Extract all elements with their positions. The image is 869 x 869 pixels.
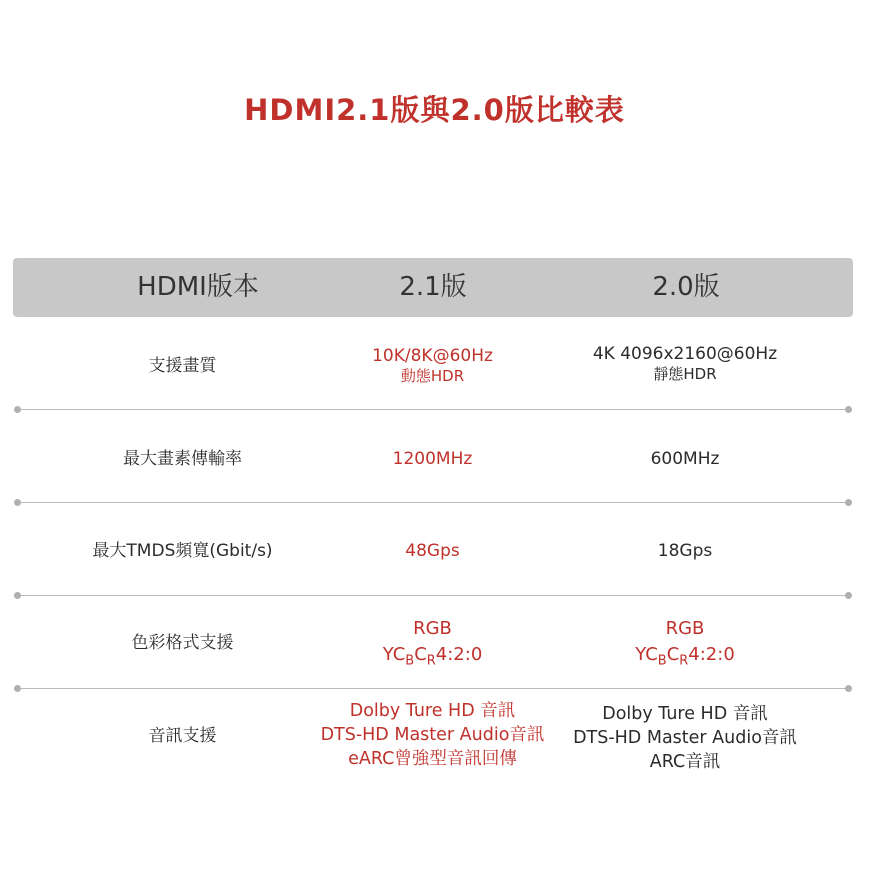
header-hdmi21: 2.1版 xyxy=(399,272,467,302)
color-rgb-21: RGB xyxy=(413,618,452,639)
row-label-pixel-rate: 最大畫素傳輸率 xyxy=(123,449,242,469)
audio-20-line1: Dolby Ture HD 音訊 xyxy=(602,704,768,724)
audio-20-line3: ARC音訊 xyxy=(649,752,721,772)
page-title: HDMI2.1版與2.0版比較表 xyxy=(244,93,625,127)
row-value-21: 1200MHz xyxy=(392,449,473,469)
row-divider xyxy=(17,409,849,410)
audio-20-line2: DTS-HD Master Audio音訊 xyxy=(573,728,797,748)
resolution-21: 10K/8K@60Hz xyxy=(372,346,493,366)
audio-21-line1: Dolby Ture HD 音訊 xyxy=(349,701,516,721)
row-label-resolution: 支援畫質 xyxy=(148,356,217,376)
color-ycbcr-20: $YC_BC_R4:2:0$ xyxy=(635,644,735,669)
row-value-20: 18Gps xyxy=(657,541,713,561)
row-value-20 xyxy=(555,344,815,384)
row-label-color-format: 色彩格式支援 xyxy=(131,633,234,653)
row-value-21 xyxy=(300,616,565,675)
header-hdmi20: 2.0版 xyxy=(652,272,720,302)
row-value-20 xyxy=(545,702,825,774)
audio-21-line3: eARC曾強型音訊回傳 xyxy=(348,749,517,769)
color-ycbcr-21: $YC_BC_R4:2:0$ xyxy=(382,644,483,669)
row-divider xyxy=(17,688,849,689)
row-value-21 xyxy=(290,699,575,771)
row-value-20 xyxy=(555,616,815,675)
hdr-20: 靜態HDR xyxy=(653,365,717,383)
audio-21-line2: DTS-HD Master Audio音訊 xyxy=(320,725,545,745)
color-rgb-20: RGB xyxy=(665,618,705,639)
hdr-21: 動態HDR xyxy=(400,367,465,385)
row-value-21: 48Gps xyxy=(405,541,460,561)
row-label-audio: 音訊支援 xyxy=(148,726,217,746)
row-value-20: 600MHz xyxy=(650,449,720,469)
row-value-21 xyxy=(300,346,565,386)
row-label-tmds-bandwidth: 最大TMDS頻寬(Gbit/s) xyxy=(92,541,273,561)
header-version-label: HDMI版本 xyxy=(137,272,259,302)
table-header xyxy=(13,258,853,317)
row-divider xyxy=(17,502,849,503)
resolution-20: 4K 4096x2160@60Hz xyxy=(592,344,778,364)
row-divider xyxy=(17,595,849,596)
